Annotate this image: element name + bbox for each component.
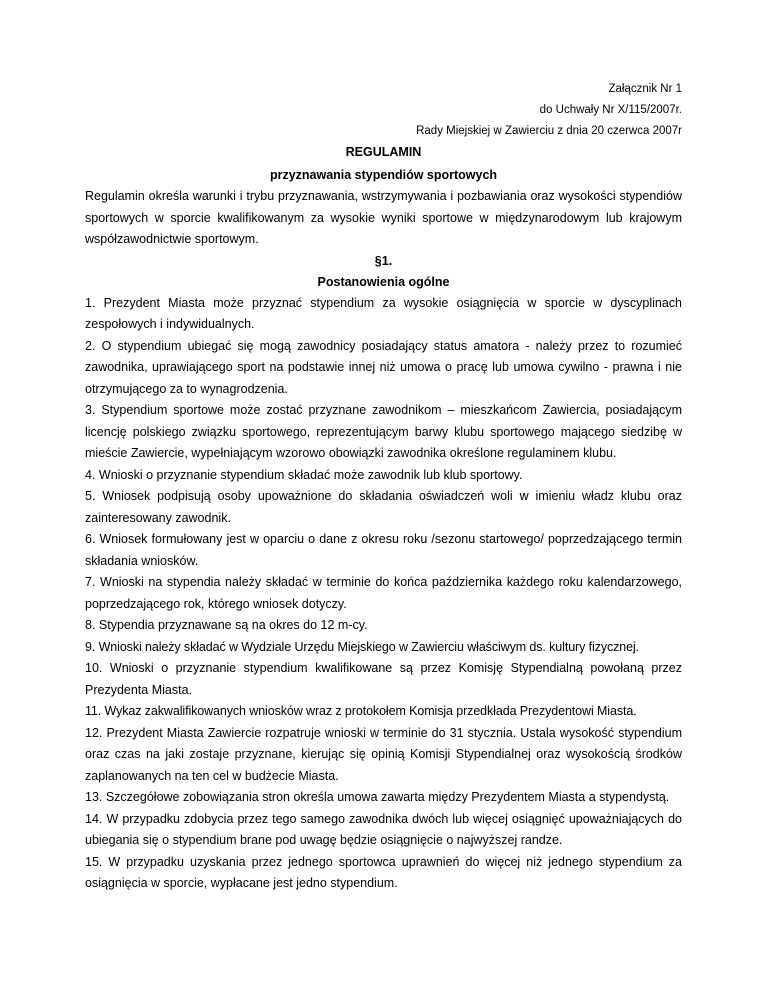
point-9: 9. Wnioski należy składać w Wydziale Urzędu Miejskiego w Zawierciu właściwym ds. kultury fizycznej. <box>85 639 640 654</box>
intro-paragraph: Regulamin określa warunki i trybu przyznawania, wstrzymywania i pozbawiania oraz wysokości stypendiów sportowych w sporcie kwalifikowanym za wysokie wyniki sportowe w międzynarodowym lub krajowym współzawodnictwie sportowym. <box>85 189 682 246</box>
section-number: §1. <box>374 253 393 268</box>
header-resolution: do Uchwały Nr X/115/2007r. <box>539 104 682 116</box>
point-11: 11. Wykaz zakwalifikowanych wniosków wraz z protokołem Komisja przedkłada Prezydentowi Miasta. <box>85 704 637 718</box>
document-page <box>85 79 682 895</box>
point-12: 12. Prezydent Miasta Zawiercie rozpatruje wnioski w terminie do 31 stycznia. Ustala wysokość stypendium oraz czas na jaki zostaje przyznane, kierując się opinią Komisji Stypendialnej oraz wysokością środków zaplanowanych na ten cel w budżecie Miasta. <box>85 725 682 783</box>
point-7: 7. Wnioski na stypendia należy składać w terminie do końca października każdego roku kalendarzowego, poprzedzającego rok, którego wniosek dotyczy. <box>85 575 682 611</box>
header-council: Rady Miejskiej w Zawierciu z dnia 20 czerwca 2007r <box>416 125 682 137</box>
point-5: 5. Wniosek podpisują osoby upoważnione do składania oświadczeń woli w imieniu władz klubu oraz zainteresowany zawodnik. <box>85 489 682 525</box>
point-8: 8. Stypendia przyznawane są na okres do 12 m-cy. <box>85 618 368 632</box>
header-attachment: Załącznik Nr 1 <box>608 83 682 95</box>
point-15: 15. W przypadku uzyskania przez jednego sportowca uprawnień do więcej niż jednego stypendium za osiągnięcia w sporcie, wypłacane jest jedno stypendium. <box>85 854 682 890</box>
point-6: 6. Wniosek formułowany jest w oparciu o dane z okresu roku /sezonu startowego/ poprzedzającego termin składania wniosków. <box>85 532 682 568</box>
point-4: 4. Wnioski o przyznanie stypendium składać może zawodnik lub klub sportowy. <box>85 467 523 482</box>
point-1: 1. Prezydent Miasta może przyznać stypendium za wysokie osiągnięcia w sporcie w dyscyplinach zespołowych i indywidualnych. <box>85 295 682 331</box>
point-13: 13. Szczegółowe zobowiązania stron określa umowa zawarta między Prezydentem Miasta a stypendystą. <box>85 790 670 804</box>
point-2: 2. O stypendium ubiegać się mogą zawodnicy posiadający status amatora - należy przez to rozumieć zawodnika, uprawiającego sport na podstawie innej niż umowa o pracę lub umowa cywilno - prawna i nie otrzymującego za to wynagrodzenia. <box>85 338 682 396</box>
section-title: Postanowienia ogólne <box>317 274 450 289</box>
document-subtitle: przyznawania stypendiów sportowych <box>269 168 498 182</box>
point-10: 10. Wnioski o przyznanie stypendium kwalifikowane są przez Komisję Stypendialną powołaną przez Prezydenta Miasta. <box>85 661 682 697</box>
document-title: REGULAMIN <box>345 145 422 159</box>
point-14: 14. W przypadku zdobycia przez tego samego zawodnika dwóch lub więcej osiągnięć upoważniających do ubiegania się o stypendium brane pod uwagę będzie osiągnięcie o najwyższej randze. <box>85 811 682 847</box>
point-3: 3. Stypendium sportowe może zostać przyznane zawodnikom – mieszkańcom Zawiercia, posiadającym licencję polskiego związku sportowego, reprezentującym barwy klubu sportowego mającego siedzibę w mieście Zawiercie, wypełniającym wzorowo obowiązki zawodnika określone regulaminem klubu. <box>85 403 682 460</box>
